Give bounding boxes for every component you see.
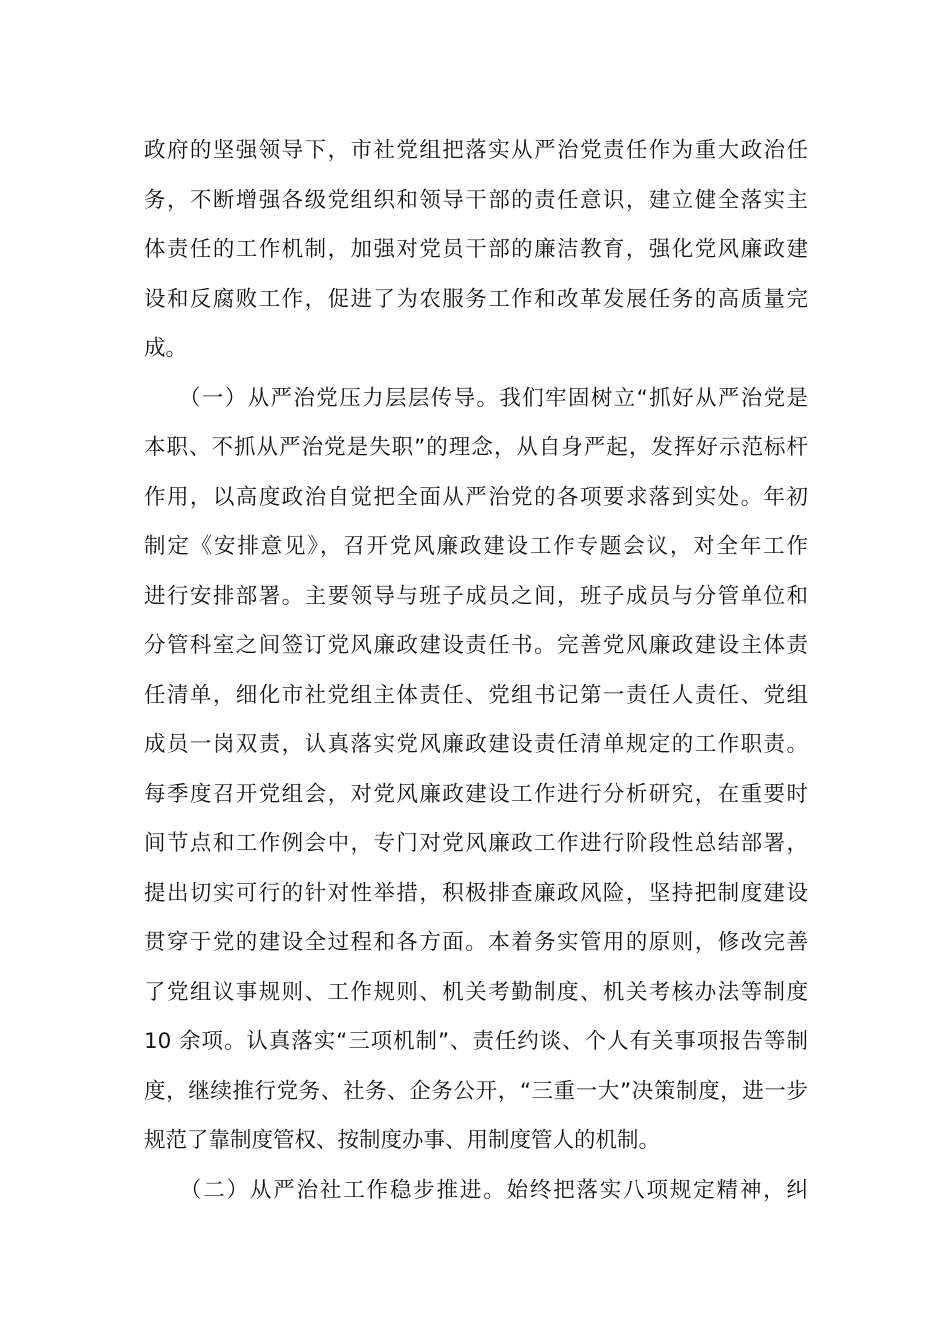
text-line: 分管科室之间签订党风廉政建设责任书。完善党风廉政建设主体责	[144, 633, 808, 658]
text-line: （一）从严治党压力层层传导。我们牢固树立“抓好从严治党是	[144, 385, 808, 411]
text-line: 政府的坚强领导下，市社党组把落实从严治党责任作为重大政治任	[144, 138, 808, 163]
text-line: 制定《安排意见》，召开党风廉政建设工作专题会议，对全年工作	[144, 534, 808, 559]
text-line: 务，不断增强各级党组织和领导干部的责任意识，建立健全落实主	[144, 187, 808, 213]
text-line: 10 余项。认真落实“三项机制”、责任约谈、个人有关事项报告等制	[144, 1029, 808, 1054]
text-line: （二）从严治社工作稳步推进。始终把落实八项规定精神，纠	[144, 1177, 808, 1203]
text-line: 了党组议事规则、工作规则、机关考勤制度、机关考核办法等制度	[144, 979, 808, 1005]
text-line: 间节点和工作例会中，专门对党风廉政工作进行阶段性总结部署，	[144, 831, 808, 856]
text-line: 度，继续推行党务、社务、企务公开，“三重一大”决策制度，进一步	[144, 1078, 808, 1104]
text-line: 贯穿于党的建设全过程和各方面。本着务实管用的原则，修改完善	[144, 930, 808, 955]
text-line: 进行安排部署。主要领导与班子成员之间，班子成员与分管单位和	[144, 583, 808, 609]
text-line: 体责任的工作机制，加强对党员干部的廉洁教育，强化党风廉政建	[144, 237, 808, 262]
text-line: 规范了靠制度管权、按制度办事、用制度管人的机制。	[144, 1128, 661, 1153]
text-line: 设和反腐败工作，促进了为农服务工作和改革发展任务的高质量完	[144, 286, 808, 312]
text-line: 成。	[144, 336, 188, 361]
body-text	[144, 126, 808, 1215]
text-line: 每季度召开党组会，对党风廉政建设工作进行分析研究，在重要时	[144, 781, 808, 807]
text-line: 本职、不抓从严治党是失职”的理念，从自身严起，发挥好示范标杆	[144, 435, 808, 460]
text-line: 提出切实可行的针对性举措，积极排查廉政风险，坚持把制度建设	[144, 880, 808, 906]
text-line: 作用，以高度政治自觉把全面从严治党的各项要求落到实处。年初	[144, 484, 808, 510]
text-line: 成员一岗双责，认真落实党风廉政建设责任清单规定的工作职责。	[144, 732, 808, 757]
text-line: 任清单，细化市社党组主体责任、党组书记第一责任人责任、党组	[144, 682, 808, 708]
